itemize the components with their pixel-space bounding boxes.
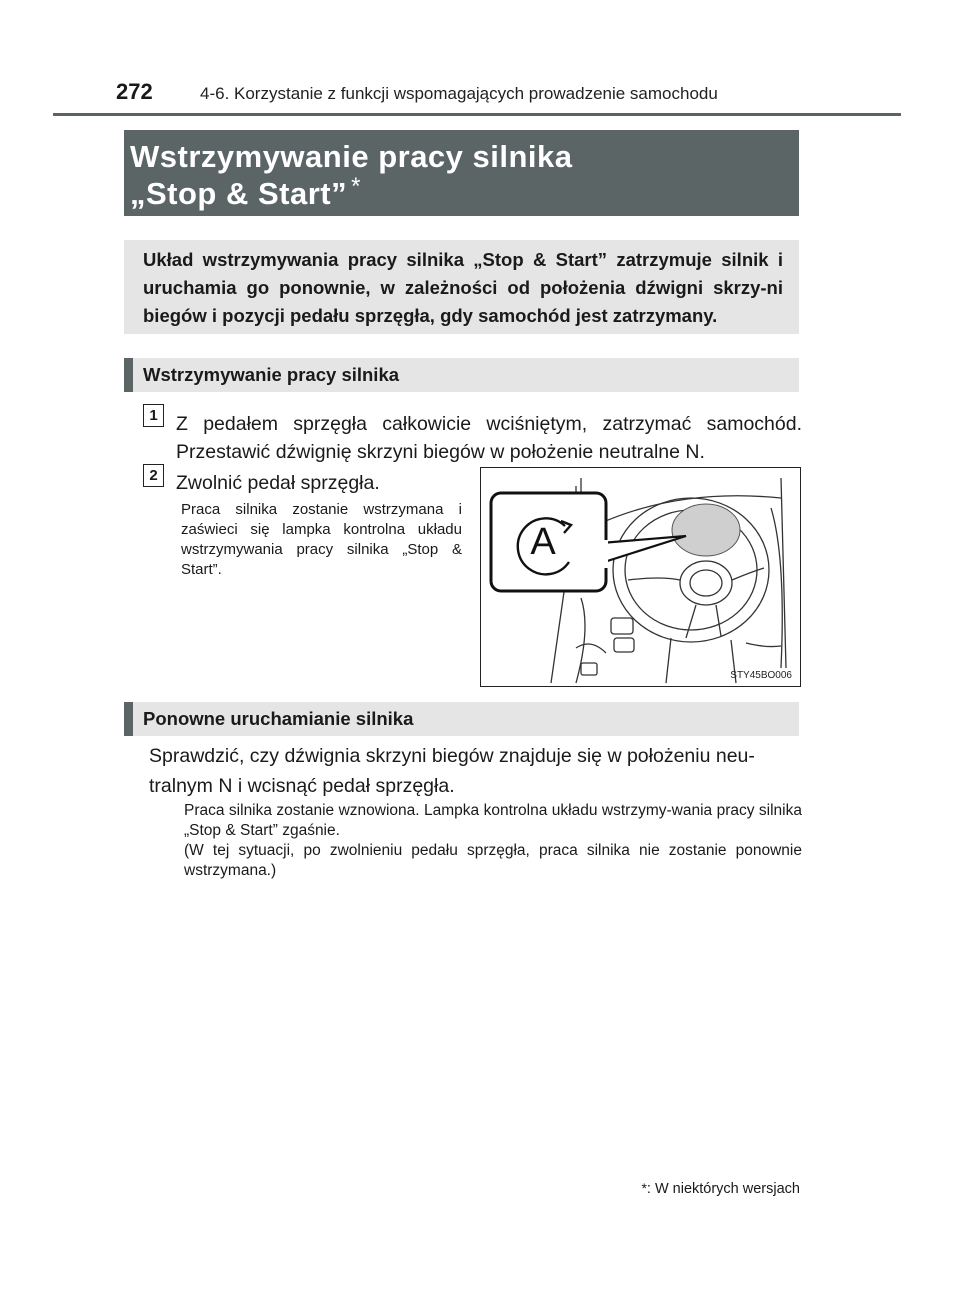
restart-note-line-1: Praca silnika zostanie wznowiona. Lampka kontrolna układu wstrzymy-wania pracy silnika „Stop & Start” zgaśnie. — [184, 802, 802, 839]
page-subtitle — [130, 173, 361, 212]
footnote-marker: * — [641, 1180, 647, 1196]
dashboard-illustration — [480, 467, 801, 687]
step-2-note: Praca silnika zostanie wstrzymana i zaświeci się lampka kontrolna układu wstrzymywania pracy silnika „Stop & Start”. — [181, 501, 462, 578]
intro-text: Układ wstrzymywania pracy silnika „Stop & Start” zatrzymuje silnik i uruchamia go ponownie, w zależności od położenia dźwigni skrzy-ni biegów i pozycji pedału sprzęgła, gdy samochód jest zatrzymany. — [143, 249, 783, 326]
title-box — [124, 130, 799, 216]
page-subtitle-text: „Stop & Start” — [130, 176, 348, 211]
section-heading-restart-label: Ponowne uruchamianie silnika — [143, 708, 414, 729]
title-footnote-marker: * — [351, 173, 361, 200]
page-title: Wstrzymywanie pracy silnika — [130, 139, 573, 174]
page-number: 272 — [116, 79, 153, 104]
section-heading-stop-label: Wstrzymywanie pracy silnika — [143, 364, 400, 385]
step-number-1: 1 — [143, 404, 164, 427]
restart-note-line-2: (W tej sytuacji, po zwolnieniu pedału sprzęgła, praca silnika nie zostanie ponownie wstrzymana.) — [184, 842, 802, 879]
step-text-1: Z pedałem sprzęgła całkowicie wciśniętym, zatrzymać samochód. Przestawić dźwignię skrzyni biegów w położenie neutralne N. — [176, 413, 802, 463]
figure-code: STY45BO006 — [730, 670, 792, 681]
restart-text: Sprawdzić, czy dźwignia skrzyni biegów znajduje się w położeniu neu-tralnym N i wcisnąć pedał sprzęgła. — [149, 745, 755, 797]
footnote-text: : W niektórych wersjach — [646, 1181, 800, 1197]
step-number-2: 2 — [143, 464, 164, 487]
restart-note — [184, 801, 802, 881]
intro-box — [124, 240, 799, 334]
header-rule — [53, 113, 901, 116]
section-heading-stop — [124, 358, 799, 392]
indicator-letter: A — [530, 521, 556, 563]
section-heading-restart — [124, 702, 799, 736]
step-text-2: Zwolnić pedał sprzęgła. — [176, 472, 380, 494]
footnote — [641, 1180, 800, 1197]
dashboard-drawing — [481, 468, 799, 685]
running-head: 4-6. Korzystanie z funkcji wspomagających prowadzenie samochodu — [200, 84, 718, 103]
